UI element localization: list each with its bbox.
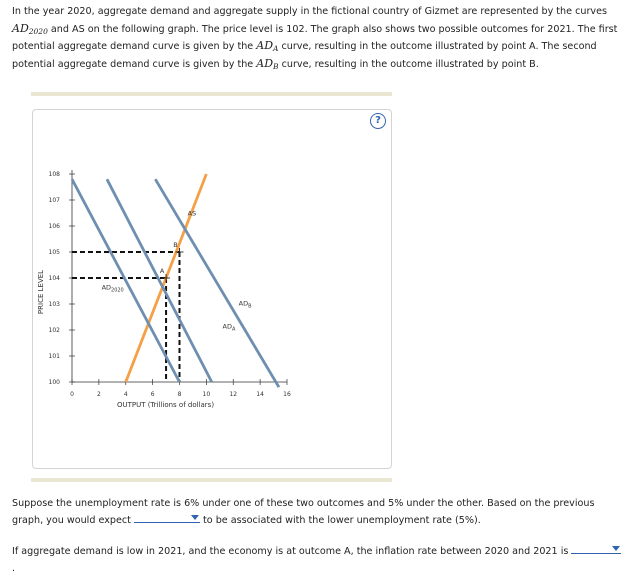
- y-tick-label: 105: [48, 249, 60, 256]
- curve-ad2020[interactable]: [72, 179, 180, 382]
- y-axis-label: PRICE LEVEL: [37, 269, 45, 315]
- curve-label-as: AS: [187, 209, 197, 218]
- chevron-down-icon: [191, 515, 199, 520]
- problem-intro: [12, 4, 620, 73]
- curve-label-adb: $AD_B$: [238, 299, 252, 310]
- intro-text-2: and AS on the following graph. The price level is 102. The graph also shows two possible outcomes for 2021. The first potential aggregate demand curve is given by the: [12, 23, 618, 52]
- x-tick-label: 10: [202, 391, 211, 398]
- point-label-a: A: [159, 267, 165, 275]
- curve-label-ad2020: $AD_{2020}$: [101, 283, 124, 294]
- x-tick-label: 2: [96, 391, 101, 398]
- question-2-text-end: .: [12, 563, 16, 574]
- intro-text-3: curve, resulting in the outcome illustrated by point A. The second potential aggregate demand curve is given by the: [12, 41, 597, 70]
- ada-symbol: $AD_A$: [256, 39, 279, 53]
- x-tick-label: 14: [256, 391, 264, 398]
- help-icon[interactable]: ?: [370, 113, 386, 129]
- question-2: [12, 543, 622, 577]
- curve-label-ada: $AD_A$: [222, 322, 236, 333]
- y-tick-label: 107: [48, 197, 60, 204]
- question-2-text: If aggregate demand is low in 2021, and the economy is at outcome A, the inflation rate between 2020 and 2021 is: [12, 546, 569, 557]
- ad2020-symbol: $AD_{2020}$: [12, 21, 48, 36]
- y-tick-label: 106: [48, 223, 60, 230]
- x-tick-label: 0: [70, 391, 74, 398]
- x-tick-label: 8: [177, 391, 182, 398]
- adb-symbol: $AD_B$: [256, 56, 279, 71]
- graph-bottom-divider: [31, 478, 392, 482]
- y-tick-label: 100: [48, 379, 60, 386]
- y-tick-label: 102: [48, 327, 60, 334]
- point-label-b: B: [173, 241, 178, 249]
- x-tick-label: 6: [150, 391, 155, 398]
- outcome-dropdown[interactable]: [134, 512, 200, 523]
- x-tick-label: 4: [123, 391, 128, 398]
- chevron-down-icon: [612, 546, 620, 551]
- y-tick-label: 101: [48, 353, 60, 360]
- intro-text-4: curve, resulting in the outcome illustrated by point B.: [278, 58, 539, 70]
- intro-text-1: In the year 2020, aggregate demand and aggregate supply in the fictional country of Gizmet are represented by the curves: [12, 6, 607, 17]
- x-axis-label: OUTPUT (Trillions of dollars): [116, 401, 215, 409]
- question-1-text: Suppose the unemployment rate is 6% under one of these two outcomes and 5% under the other. Based on the previous graph, you would expect: [12, 498, 595, 526]
- inflation-rate-dropdown[interactable]: [571, 543, 621, 554]
- y-tick-label: 108: [48, 171, 60, 178]
- y-tick-label: 103: [48, 301, 60, 308]
- x-tick-label: 12: [229, 391, 238, 398]
- x-tick-label: 16: [283, 391, 291, 398]
- y-tick-label: 104: [48, 275, 60, 282]
- question-1: [12, 495, 622, 529]
- question-1-text-end: to be associated with the lower unemployment rate (5%).: [203, 515, 481, 526]
- graph-top-divider: [31, 92, 392, 96]
- ad-as-graph[interactable]: [32, 150, 372, 450]
- curve-adb[interactable]: [155, 179, 279, 387]
